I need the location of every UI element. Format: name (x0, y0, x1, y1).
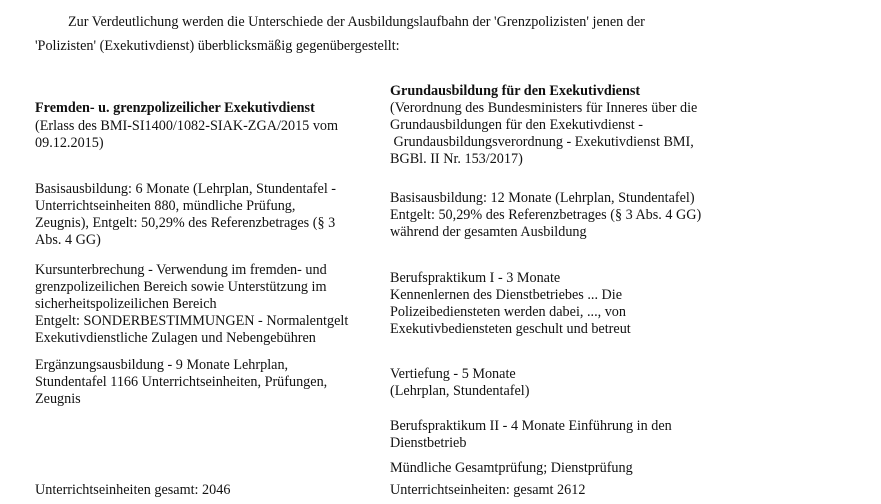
left-kursunterbrechung (35, 262, 348, 347)
text-line: Grundausbildungen für den Exekutivdienst - (390, 117, 643, 133)
text-line: (Erlass des BMI-SI1400/1082-SIAK-ZGA/2015 vom (35, 118, 339, 134)
left-source (35, 118, 338, 152)
text-line: sicherheitspolizeilichen Bereich (35, 296, 217, 312)
left-ergaenzungsausbildung (35, 357, 327, 408)
intro-line-2: 'Polizisten' (Exekutivdienst) überblicksmäßig gegenübergestellt: (35, 38, 400, 54)
right-berufspraktikum-2 (390, 418, 672, 452)
text-line: Kennenlernen des Dienstbetriebes ... Die (390, 287, 623, 303)
text-line: Exekutivbediensteten geschult und betreut (390, 321, 631, 337)
left-total: Unterrichtseinheiten gesamt: 2046 (35, 482, 231, 498)
text-line: BGBl. II Nr. 153/2017) (390, 151, 523, 167)
text-line: Berufspraktikum II - 4 Monate Einführung in den (390, 418, 672, 434)
text-line: Kursunterbrechung - Verwendung im fremden- und (35, 262, 327, 278)
left-heading: Fremden- u. grenzpolizeilicher Exekutivdienst (35, 100, 315, 116)
intro-paragraph (35, 10, 855, 58)
right-heading: Grundausbildung für den Exekutivdienst (390, 83, 641, 99)
text-line: Basisausbildung: 6 Monate (Lehrplan, Stundentafel - (35, 181, 337, 197)
text-line: (Verordnung des Bundesministers für Inneres über die (390, 100, 698, 116)
text-line: Basisausbildung: 12 Monate (Lehrplan, Stundentafel) (390, 190, 695, 206)
right-pruefung: Mündliche Gesamtprüfung; Dienstprüfung (390, 460, 633, 476)
text-line: während der gesamten Ausbildung (390, 224, 587, 240)
right-berufspraktikum-1 (390, 270, 631, 338)
text-line: grenzpolizeilichen Bereich sowie Unterstützung im (35, 279, 327, 295)
right-source (390, 100, 697, 168)
text-line: Grundausbildungsverordnung - Exekutivdienst BMI, (390, 134, 694, 150)
text-line: Polizeibediensteten werden dabei, ..., von (390, 304, 626, 320)
right-basisausbildung (390, 190, 701, 241)
text-line: Vertiefung - 5 Monate (390, 366, 516, 382)
text-line: Zeugnis), Entgelt: 50,29% des Referenzbetrages (§ 3 (35, 215, 336, 231)
text-line: Zeugnis (35, 391, 81, 407)
text-line: Entgelt: SONDERBESTIMMUNGEN - Normalentgelt (35, 313, 349, 329)
text-line: Berufspraktikum I - 3 Monate (390, 270, 561, 286)
text-line: Ergänzungsausbildung - 9 Monate Lehrplan, (35, 357, 289, 373)
text-line: Stundentafel 1166 Unterrichtseinheiten, Prüfungen, (35, 374, 328, 390)
intro-line-1: Zur Verdeutlichung werden die Unterschiede der Ausbildungslaufbahn der 'Grenzpolizisten' jenen der (68, 14, 645, 30)
left-basisausbildung (35, 181, 336, 249)
right-total: Unterrichtseinheiten: gesamt 2612 (390, 482, 586, 498)
text-line: Entgelt: 50,29% des Referenzbetrages (§ 3 Abs. 4 GG) (390, 207, 702, 223)
right-vertiefung (390, 366, 529, 400)
text-line: 09.12.2015) (35, 135, 104, 151)
text-line: (Lehrplan, Stundentafel) (390, 383, 530, 399)
text-line: Exekutivdienstliche Zulagen und Nebengebühren (35, 330, 316, 346)
text-line: Unterrichtseinheiten 880, mündliche Prüfung, (35, 198, 296, 214)
text-line: Abs. 4 GG) (35, 232, 101, 248)
text-line: Dienstbetrieb (390, 435, 467, 451)
